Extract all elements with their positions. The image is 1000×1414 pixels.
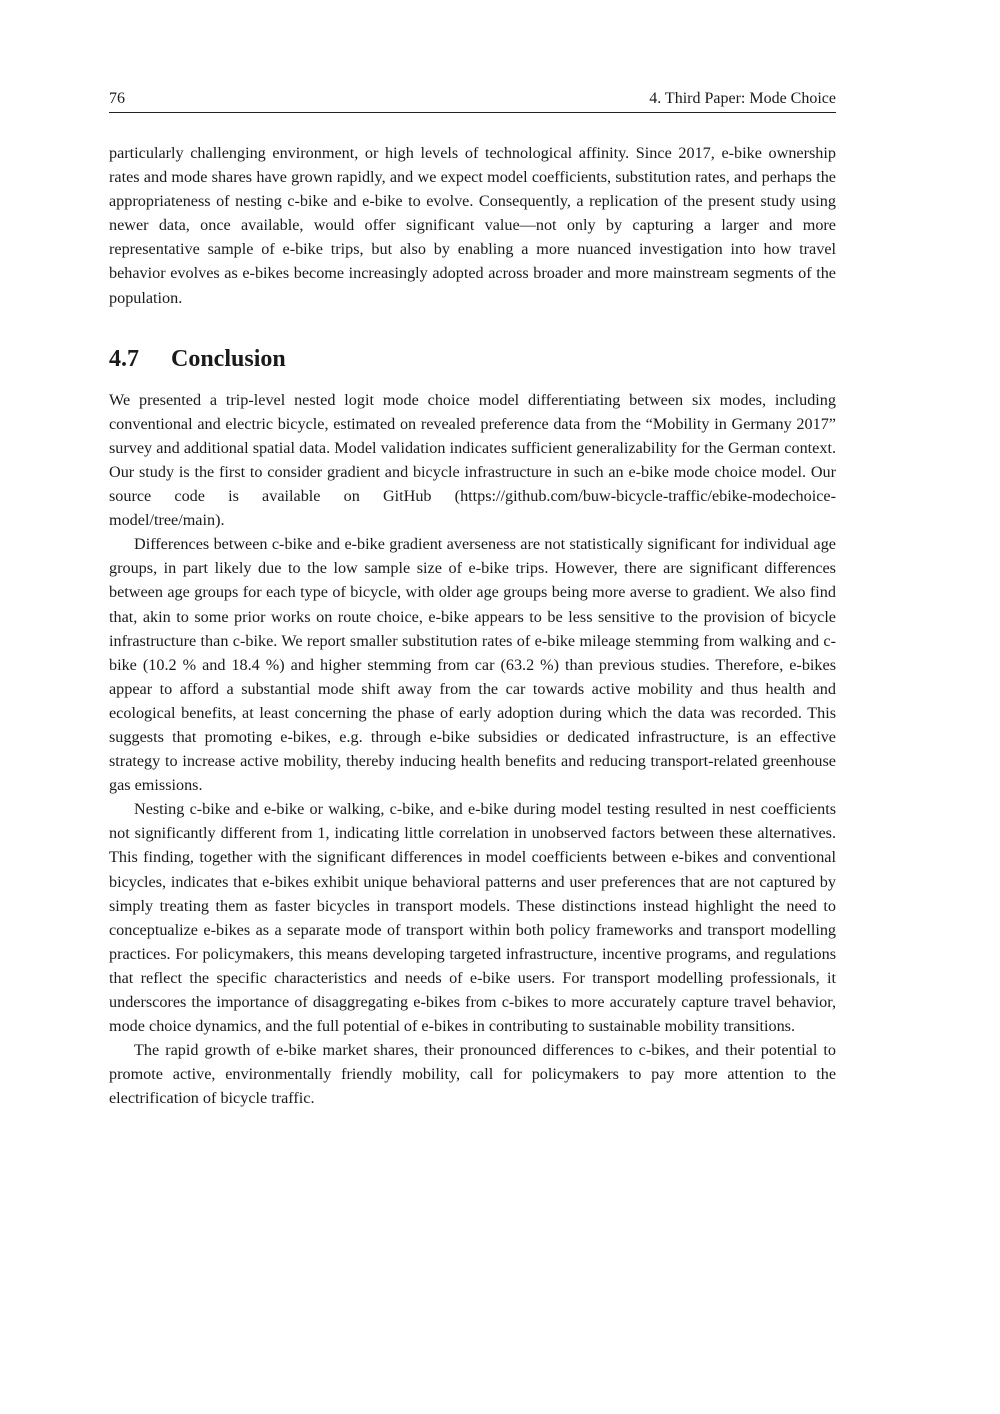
section-heading (109, 344, 836, 374)
section-number: 4.7 (109, 345, 139, 372)
running-title: 4. Third Paper: Mode Choice (649, 90, 836, 107)
page-number: 76 (109, 90, 125, 107)
section-title: Conclusion (171, 345, 286, 372)
body-text (109, 141, 836, 1110)
paragraph-nesting-findings: Nesting c-bike and e-bike or walking, c-bike, and e-bike during model testing resulted in nest coefficients not significantly different from 1, indicating little correlation in unobserved factors between these alternatives. This finding, together with the significant differences in model coefficients between e-bikes and conventional bicycles, indicates that e-bikes exhibit unique behavioral patterns and user preferences that are not captured by simply treating them as faster bicycles in transport models. These distinctions instead highlight the need to conceptualize e-bikes as a separate mode of transport within both policy frameworks and transport modelling practices. For policymakers, this means developing targeted infrastructure, incentive programs, and regulations that reflect the specific characteristics and needs of e-bike users. For transport modelling professionals, it underscores the importance of disaggregating e-bikes from c-bikes to more accurately capture travel behavior, mode choice dynamics, and the full potential of e-bikes in contributing to sustainable mobility transitions. (109, 800, 836, 1036)
paragraph-summary: We presented a trip-level nested logit mode choice model differentiating between six modes, including conventional and electric bicycle, estimated on revealed preference data from the “Mobility in Germany 2017” survey and additional spatial data. Model validation indicates sufficient generalizability for the German context. Our study is the first to consider gradient and bicycle infrastructure in such an e-bike mode choice model. Our source code is available on GitHub (https://github.com/buw-bicycle-traffic/ebike-modechoice-model/tree/main). (109, 390, 836, 530)
page-header (109, 90, 836, 113)
continuation-paragraph: particularly challenging environment, or high levels of technological affinity. Since 2017, e-bike ownership rates and mode shares have grown rapidly, and we expect model coefficients, substitution rates, and perhaps the appropriateness of nesting c-bike and e-bike to evolve. Consequently, a replication of the present study using newer data, once available, would offer significant value—not only by capturing a larger and more representative sample of e-bike trips, but also by enabling a more nuanced investigation into how travel behavior evolves as e-bikes become increasingly adopted across broader and more mainstream segments of the population. (109, 144, 836, 307)
paragraph-gradient-findings: Differences between c-bike and e-bike gradient averseness are not statistically significant for individual age groups, in part likely due to the low sample size of e-bike trips. However, there are significant differences between age groups for each type of bicycle, with older age groups being more averse to gradient. We also find that, akin to some prior works on route choice, e-bike appears to be less sensitive to the provision of bicycle infrastructure than c-bike. We report smaller substitution rates of e-bike mileage stemming from walking and c-bike (10.2 % and 18.4 %) and higher stemming from car (63.2 %) than previous studies. Therefore, e-bikes appear to afford a substantial mode shift away from the car towards active mobility and thus health and ecological benefits, at least concerning the phase of early adoption during which the data was recorded. This suggests that promoting e-bikes, e.g. through e-bike subsidies or dedicated infrastructure, is an effective strategy to increase active mobility, thereby inducing health benefits and reducing transport-related greenhouse gas emissions. (109, 535, 836, 795)
paragraph-policy-call: The rapid growth of e-bike market shares, their pronounced differences to c-bikes, and their potential to promote active, environmentally friendly mobility, call for policymakers to pay more attention to the electrification of bicycle traffic. (109, 1041, 836, 1108)
